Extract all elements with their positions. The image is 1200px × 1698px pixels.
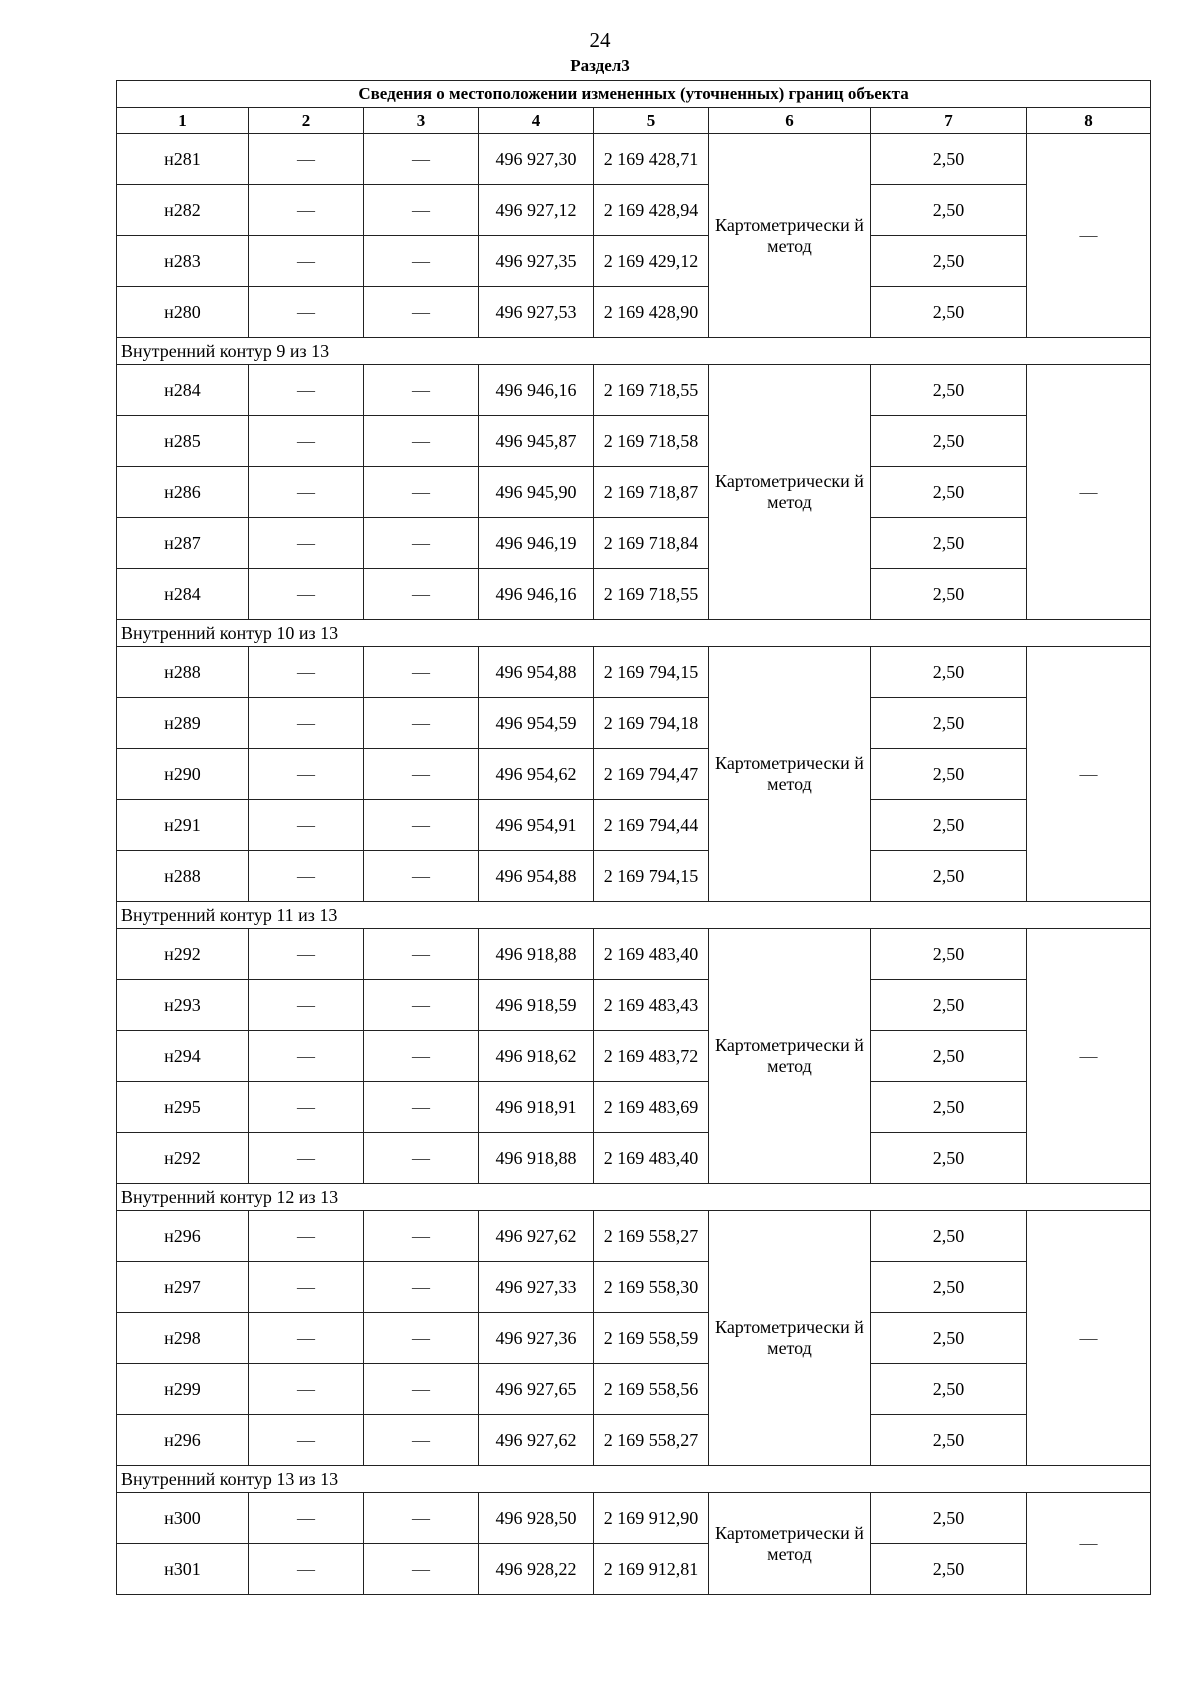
accuracy-cell: 2,50	[871, 749, 1027, 800]
table-row	[117, 929, 1151, 980]
col2-cell: —	[249, 1493, 364, 1544]
accuracy-cell: 2,50	[871, 1544, 1027, 1595]
point-name-cell: н289	[117, 698, 249, 749]
column-number: 6	[709, 108, 871, 134]
contour-heading-row	[117, 1184, 1151, 1211]
table-row	[117, 1211, 1151, 1262]
point-name-cell: н292	[117, 929, 249, 980]
point-name-cell: н288	[117, 647, 249, 698]
col3-cell: —	[364, 929, 479, 980]
method-cell: Картометрически й метод	[709, 929, 871, 1184]
point-name-cell: н285	[117, 416, 249, 467]
table-row	[117, 416, 1151, 467]
col2-cell: —	[249, 236, 364, 287]
table-row	[117, 980, 1151, 1031]
col2-cell: —	[249, 1031, 364, 1082]
table-row	[117, 1031, 1151, 1082]
point-name-cell: н281	[117, 134, 249, 185]
column-number: 4	[479, 108, 594, 134]
column-number: 5	[594, 108, 709, 134]
col3-cell: —	[364, 365, 479, 416]
column-numbers-row	[117, 108, 1151, 134]
col2-cell: —	[249, 800, 364, 851]
accuracy-cell: 2,50	[871, 1082, 1027, 1133]
col2-cell: —	[249, 1364, 364, 1415]
accuracy-cell: 2,50	[871, 518, 1027, 569]
point-name-cell: н291	[117, 800, 249, 851]
y-coordinate-cell: 2 169 912,81	[594, 1544, 709, 1595]
table-title-row	[117, 81, 1151, 108]
coordinates-table	[116, 80, 1151, 1595]
point-name-cell: н288	[117, 851, 249, 902]
contour-heading: Внутренний контур 10 из 13	[117, 620, 1151, 647]
accuracy-cell: 2,50	[871, 929, 1027, 980]
point-name-cell: н283	[117, 236, 249, 287]
point-name-cell: н286	[117, 467, 249, 518]
x-coordinate-cell: 496 927,30	[479, 134, 594, 185]
y-coordinate-cell: 2 169 483,40	[594, 1133, 709, 1184]
point-name-cell: н282	[117, 185, 249, 236]
col2-cell: —	[249, 698, 364, 749]
col3-cell: —	[364, 236, 479, 287]
point-name-cell: н299	[117, 1364, 249, 1415]
x-coordinate-cell: 496 946,16	[479, 365, 594, 416]
column-number: 3	[364, 108, 479, 134]
col2-cell: —	[249, 365, 364, 416]
col3-cell: —	[364, 851, 479, 902]
col3-cell: —	[364, 1211, 479, 1262]
col8-cell: —	[1027, 134, 1151, 338]
col2-cell: —	[249, 647, 364, 698]
contour-heading: Внутренний контур 12 из 13	[117, 1184, 1151, 1211]
contour-heading-row	[117, 620, 1151, 647]
table-row	[117, 134, 1151, 185]
table-row	[117, 800, 1151, 851]
col3-cell: —	[364, 1262, 479, 1313]
column-number: 8	[1027, 108, 1151, 134]
col2-cell: —	[249, 1211, 364, 1262]
col3-cell: —	[364, 287, 479, 338]
x-coordinate-cell: 496 946,19	[479, 518, 594, 569]
col2-cell: —	[249, 518, 364, 569]
col3-cell: —	[364, 134, 479, 185]
col3-cell: —	[364, 569, 479, 620]
accuracy-cell: 2,50	[871, 1493, 1027, 1544]
contour-heading-row	[117, 338, 1151, 365]
table-row	[117, 365, 1151, 416]
x-coordinate-cell: 496 927,62	[479, 1415, 594, 1466]
y-coordinate-cell: 2 169 429,12	[594, 236, 709, 287]
y-coordinate-cell: 2 169 718,58	[594, 416, 709, 467]
col2-cell: —	[249, 1082, 364, 1133]
accuracy-cell: 2,50	[871, 1415, 1027, 1466]
y-coordinate-cell: 2 169 558,27	[594, 1211, 709, 1262]
x-coordinate-cell: 496 945,87	[479, 416, 594, 467]
accuracy-cell: 2,50	[871, 1313, 1027, 1364]
accuracy-cell: 2,50	[871, 1211, 1027, 1262]
page-number: 24	[589, 28, 611, 52]
method-cell: Картометрически й метод	[709, 134, 871, 338]
y-coordinate-cell: 2 169 428,94	[594, 185, 709, 236]
y-coordinate-cell: 2 169 428,71	[594, 134, 709, 185]
point-name-cell: н284	[117, 569, 249, 620]
x-coordinate-cell: 496 918,59	[479, 980, 594, 1031]
column-number: 1	[117, 108, 249, 134]
point-name-cell: н298	[117, 1313, 249, 1364]
table-row	[117, 1364, 1151, 1415]
y-coordinate-cell: 2 169 718,55	[594, 569, 709, 620]
contour-heading-row	[117, 902, 1151, 929]
x-coordinate-cell: 496 954,62	[479, 749, 594, 800]
table-row	[117, 647, 1151, 698]
accuracy-cell: 2,50	[871, 698, 1027, 749]
point-name-cell: н300	[117, 1493, 249, 1544]
col2-cell: —	[249, 467, 364, 518]
x-coordinate-cell: 496 918,91	[479, 1082, 594, 1133]
x-coordinate-cell: 496 928,50	[479, 1493, 594, 1544]
y-coordinate-cell: 2 169 718,55	[594, 365, 709, 416]
col2-cell: —	[249, 980, 364, 1031]
col8-cell: —	[1027, 365, 1151, 620]
x-coordinate-cell: 496 954,91	[479, 800, 594, 851]
x-coordinate-cell: 496 927,12	[479, 185, 594, 236]
x-coordinate-cell: 496 918,62	[479, 1031, 594, 1082]
col2-cell: —	[249, 1133, 364, 1184]
point-name-cell: н293	[117, 980, 249, 1031]
y-coordinate-cell: 2 169 558,56	[594, 1364, 709, 1415]
point-name-cell: н284	[117, 365, 249, 416]
col3-cell: —	[364, 1493, 479, 1544]
point-name-cell: н301	[117, 1544, 249, 1595]
col3-cell: —	[364, 1313, 479, 1364]
col2-cell: —	[249, 851, 364, 902]
col3-cell: —	[364, 1544, 479, 1595]
col3-cell: —	[364, 518, 479, 569]
col2-cell: —	[249, 287, 364, 338]
col2-cell: —	[249, 1313, 364, 1364]
col3-cell: —	[364, 1415, 479, 1466]
accuracy-cell: 2,50	[871, 980, 1027, 1031]
x-coordinate-cell: 496 954,59	[479, 698, 594, 749]
col3-cell: —	[364, 1031, 479, 1082]
accuracy-cell: 2,50	[871, 1262, 1027, 1313]
table-row	[117, 1313, 1151, 1364]
x-coordinate-cell: 496 927,53	[479, 287, 594, 338]
col8-cell: —	[1027, 1493, 1151, 1595]
accuracy-cell: 2,50	[871, 851, 1027, 902]
method-cell: Картометрически й метод	[709, 365, 871, 620]
x-coordinate-cell: 496 927,35	[479, 236, 594, 287]
accuracy-cell: 2,50	[871, 287, 1027, 338]
col3-cell: —	[364, 185, 479, 236]
accuracy-cell: 2,50	[871, 800, 1027, 851]
point-name-cell: н280	[117, 287, 249, 338]
section-title: Раздел3	[570, 56, 630, 75]
contour-heading: Внутренний контур 9 из 13	[117, 338, 1151, 365]
contour-heading-row	[117, 1466, 1151, 1493]
point-name-cell: н292	[117, 1133, 249, 1184]
y-coordinate-cell: 2 169 718,87	[594, 467, 709, 518]
y-coordinate-cell: 2 169 718,84	[594, 518, 709, 569]
col8-cell: —	[1027, 1211, 1151, 1466]
x-coordinate-cell: 496 928,22	[479, 1544, 594, 1595]
x-coordinate-cell: 496 946,16	[479, 569, 594, 620]
point-name-cell: н295	[117, 1082, 249, 1133]
method-cell: Картометрически й метод	[709, 647, 871, 902]
accuracy-cell: 2,50	[871, 416, 1027, 467]
table-row	[117, 467, 1151, 518]
accuracy-cell: 2,50	[871, 1031, 1027, 1082]
accuracy-cell: 2,50	[871, 1364, 1027, 1415]
x-coordinate-cell: 496 918,88	[479, 929, 594, 980]
y-coordinate-cell: 2 169 428,90	[594, 287, 709, 338]
y-coordinate-cell: 2 169 794,47	[594, 749, 709, 800]
point-name-cell: н294	[117, 1031, 249, 1082]
col3-cell: —	[364, 1133, 479, 1184]
col3-cell: —	[364, 800, 479, 851]
table-row	[117, 1262, 1151, 1313]
y-coordinate-cell: 2 169 483,40	[594, 929, 709, 980]
x-coordinate-cell: 496 954,88	[479, 647, 594, 698]
table-row	[117, 698, 1151, 749]
y-coordinate-cell: 2 169 794,15	[594, 647, 709, 698]
accuracy-cell: 2,50	[871, 236, 1027, 287]
col2-cell: —	[249, 1415, 364, 1466]
table-row	[117, 1493, 1151, 1544]
accuracy-cell: 2,50	[871, 647, 1027, 698]
table-row	[117, 1415, 1151, 1466]
x-coordinate-cell: 496 927,65	[479, 1364, 594, 1415]
point-name-cell: н296	[117, 1211, 249, 1262]
y-coordinate-cell: 2 169 794,18	[594, 698, 709, 749]
col2-cell: —	[249, 1262, 364, 1313]
contour-heading: Внутренний контур 11 из 13	[117, 902, 1151, 929]
col2-cell: —	[249, 569, 364, 620]
col3-cell: —	[364, 980, 479, 1031]
x-coordinate-cell: 496 927,36	[479, 1313, 594, 1364]
method-cell: Картометрически й метод	[709, 1493, 871, 1595]
col2-cell: —	[249, 749, 364, 800]
table-row	[117, 749, 1151, 800]
y-coordinate-cell: 2 169 483,69	[594, 1082, 709, 1133]
table-row	[117, 569, 1151, 620]
col3-cell: —	[364, 1364, 479, 1415]
y-coordinate-cell: 2 169 794,15	[594, 851, 709, 902]
table-row	[117, 1133, 1151, 1184]
table-row	[117, 1544, 1151, 1595]
col2-cell: —	[249, 134, 364, 185]
y-coordinate-cell: 2 169 794,44	[594, 800, 709, 851]
table-row	[117, 185, 1151, 236]
col2-cell: —	[249, 1544, 364, 1595]
table-row	[117, 287, 1151, 338]
table-row	[117, 1082, 1151, 1133]
x-coordinate-cell: 496 954,88	[479, 851, 594, 902]
col3-cell: —	[364, 467, 479, 518]
x-coordinate-cell: 496 927,33	[479, 1262, 594, 1313]
accuracy-cell: 2,50	[871, 1133, 1027, 1184]
point-name-cell: н290	[117, 749, 249, 800]
point-name-cell: н297	[117, 1262, 249, 1313]
col2-cell: —	[249, 185, 364, 236]
method-cell: Картометрически й метод	[709, 1211, 871, 1466]
col3-cell: —	[364, 1082, 479, 1133]
accuracy-cell: 2,50	[871, 467, 1027, 518]
col3-cell: —	[364, 749, 479, 800]
y-coordinate-cell: 2 169 558,30	[594, 1262, 709, 1313]
table-row	[117, 851, 1151, 902]
x-coordinate-cell: 496 945,90	[479, 467, 594, 518]
table-row	[117, 236, 1151, 287]
point-name-cell: н296	[117, 1415, 249, 1466]
y-coordinate-cell: 2 169 483,43	[594, 980, 709, 1031]
x-coordinate-cell: 496 918,88	[479, 1133, 594, 1184]
x-coordinate-cell: 496 927,62	[479, 1211, 594, 1262]
col2-cell: —	[249, 416, 364, 467]
accuracy-cell: 2,50	[871, 365, 1027, 416]
accuracy-cell: 2,50	[871, 134, 1027, 185]
point-name-cell: н287	[117, 518, 249, 569]
accuracy-cell: 2,50	[871, 569, 1027, 620]
contour-heading: Внутренний контур 13 из 13	[117, 1466, 1151, 1493]
col3-cell: —	[364, 698, 479, 749]
table-row	[117, 518, 1151, 569]
column-number: 7	[871, 108, 1027, 134]
y-coordinate-cell: 2 169 558,59	[594, 1313, 709, 1364]
table-title: Сведения о местоположении измененных (уточненных) границ объекта	[117, 81, 1151, 108]
col3-cell: —	[364, 416, 479, 467]
col8-cell: —	[1027, 929, 1151, 1184]
y-coordinate-cell: 2 169 558,27	[594, 1415, 709, 1466]
y-coordinate-cell: 2 169 483,72	[594, 1031, 709, 1082]
col2-cell: —	[249, 929, 364, 980]
accuracy-cell: 2,50	[871, 185, 1027, 236]
y-coordinate-cell: 2 169 912,90	[594, 1493, 709, 1544]
col3-cell: —	[364, 647, 479, 698]
column-number: 2	[249, 108, 364, 134]
col8-cell: —	[1027, 647, 1151, 902]
